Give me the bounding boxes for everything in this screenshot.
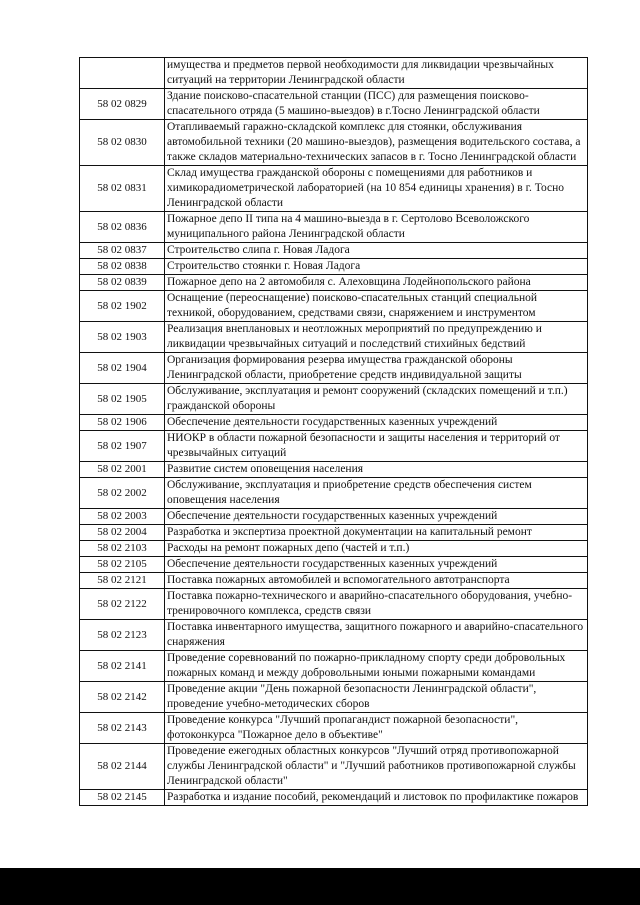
table-row (80, 212, 588, 243)
row-description: имущества и предметов первой необходимости для ликвидации чрезвычайных ситуаций на территории Ленинградской области (165, 58, 588, 89)
table-row (80, 525, 588, 541)
row-code: 58 02 1902 (80, 291, 165, 322)
table-row (80, 291, 588, 322)
row-description: Оснащение (переоснащение) поисково-спасательных станций специальной техникой, оборудованием, средствами связи, снаряжением и инструментом (165, 291, 588, 322)
row-description: Проведение акции "День пожарной безопасности Ленинградской области", проведение учебно-методических сборов (165, 682, 588, 713)
row-description: Реализация внеплановых и неотложных мероприятий по предупреждению и ликвидации чрезвычайных ситуаций и последствий стихийных бедствий (165, 322, 588, 353)
table-row (80, 682, 588, 713)
table-row (80, 713, 588, 744)
row-code: 58 02 0838 (80, 259, 165, 275)
row-description: Обслуживание, эксплуатация и ремонт сооружений (складских помещений и т.п.) гражданской обороны (165, 384, 588, 415)
row-code: 58 02 2004 (80, 525, 165, 541)
row-description: Обеспечение деятельности государственных казенных учреждений (165, 509, 588, 525)
row-code: 58 02 1906 (80, 415, 165, 431)
row-description: Поставка пожарных автомобилей и вспомогательного автотранспорта (165, 573, 588, 589)
table-body (80, 58, 588, 806)
table-row (80, 89, 588, 120)
row-description: Организация формирования резерва имущества гражданской обороны Ленинградской области, приобретение средств индивидуальной защиты (165, 353, 588, 384)
row-description: Отапливаемый гаражно-складской комплекс для стоянки, обслуживания автомобильной техники (20 машино-выездов), размещения водительского состава, а также складов материально-технических запасов в г. Тосно Ленинградской области (165, 120, 588, 166)
table-row (80, 275, 588, 291)
table-row (80, 415, 588, 431)
row-code: 58 02 2123 (80, 620, 165, 651)
row-code: 58 02 2002 (80, 478, 165, 509)
table-row (80, 651, 588, 682)
row-code: 58 02 2103 (80, 541, 165, 557)
row-code: 58 02 2105 (80, 557, 165, 573)
row-description: Поставка пожарно-технического и аварийно-спасательного оборудования, учебно-тренировочного комплекса, средств связи (165, 589, 588, 620)
row-code: 58 02 2141 (80, 651, 165, 682)
budget-codes-table (79, 57, 588, 806)
table-row (80, 322, 588, 353)
row-description: Проведение ежегодных областных конкурсов "Лучший отряд противопожарной службы Ленинградской области" и "Лучший работников противопожарной службы Ленинградской области" (165, 744, 588, 790)
row-code: 58 02 0836 (80, 212, 165, 243)
table-row (80, 541, 588, 557)
row-description: Строительство слипа г. Новая Ладога (165, 243, 588, 259)
row-code: 58 02 2122 (80, 589, 165, 620)
table-row (80, 509, 588, 525)
table-row (80, 744, 588, 790)
table-row (80, 353, 588, 384)
row-description: Поставка инвентарного имущества, защитного пожарного и аварийно-спасательного снаряжения (165, 620, 588, 651)
row-description: Разработка и экспертиза проектной документации на капитальный ремонт (165, 525, 588, 541)
row-description: Разработка и издание пособий, рекомендаций и листовок по профилактике пожаров (165, 790, 588, 806)
row-description: Обеспечение деятельности государственных казенных учреждений (165, 557, 588, 573)
table-row (80, 589, 588, 620)
table-row (80, 462, 588, 478)
row-code: 58 02 0839 (80, 275, 165, 291)
row-code: 58 02 2001 (80, 462, 165, 478)
row-code: 58 02 0837 (80, 243, 165, 259)
row-code: 58 02 2145 (80, 790, 165, 806)
table-row (80, 58, 588, 89)
table-row (80, 790, 588, 806)
row-description: Строительство стоянки г. Новая Ладога (165, 259, 588, 275)
table-row (80, 431, 588, 462)
row-description: Здание поисково-спасательной станции (ПСС) для размещения поисково-спасательного отряда (5 машино-выездов) в г.Тосно Ленинградской области (165, 89, 588, 120)
row-description: Пожарное депо II типа на 4 машино-выезда в г. Сертолово Всеволожского муниципального района Ленинградской области (165, 212, 588, 243)
row-description: Пожарное депо на 2 автомобиля с. Алеховщина Лодейнопольского района (165, 275, 588, 291)
row-description: Проведение конкурса "Лучший пропагандист пожарной безопасности", фотоконкурса "Пожарное дело в объективе" (165, 713, 588, 744)
row-description: НИОКР в области пожарной безопасности и защиты населения и территорий от чрезвычайных ситуаций (165, 431, 588, 462)
row-code: 58 02 1904 (80, 353, 165, 384)
row-code: 58 02 2142 (80, 682, 165, 713)
table-row (80, 478, 588, 509)
table-row (80, 166, 588, 212)
table-row (80, 259, 588, 275)
row-code: 58 02 2144 (80, 744, 165, 790)
row-code: 58 02 0829 (80, 89, 165, 120)
row-code: 58 02 1903 (80, 322, 165, 353)
row-description: Развитие систем оповещения населения (165, 462, 588, 478)
row-description: Расходы на ремонт пожарных депо (частей и т.п.) (165, 541, 588, 557)
table-row (80, 557, 588, 573)
row-code (80, 58, 165, 89)
row-code: 58 02 0831 (80, 166, 165, 212)
table-row (80, 620, 588, 651)
table-row (80, 243, 588, 259)
table-row (80, 384, 588, 415)
row-code: 58 02 2143 (80, 713, 165, 744)
row-description: Проведение соревнований по пожарно-прикладному спорту среди добровольных пожарных команд и между добровольными юными пожарными командами (165, 651, 588, 682)
table-row (80, 573, 588, 589)
row-description: Склад имущества гражданской обороны с помещениями для работников и химикорадиометрической лабораторией (на 10 854 единицы хранения) в г. Тосно Ленинградской области (165, 166, 588, 212)
scan-bottom-band (0, 868, 640, 905)
row-code: 58 02 0830 (80, 120, 165, 166)
row-description: Обслуживание, эксплуатация и приобретение средств обеспечения систем оповещения населения (165, 478, 588, 509)
row-code: 58 02 2121 (80, 573, 165, 589)
row-code: 58 02 2003 (80, 509, 165, 525)
row-code: 58 02 1905 (80, 384, 165, 415)
table-row (80, 120, 588, 166)
row-description: Обеспечение деятельности государственных казенных учреждений (165, 415, 588, 431)
row-code: 58 02 1907 (80, 431, 165, 462)
